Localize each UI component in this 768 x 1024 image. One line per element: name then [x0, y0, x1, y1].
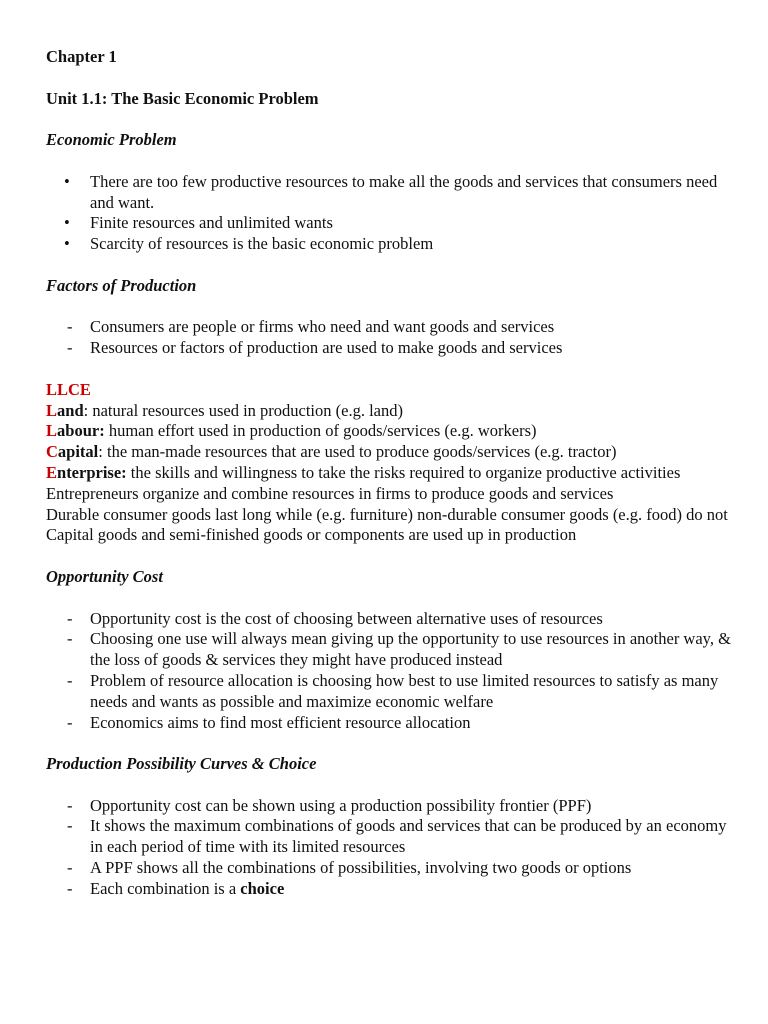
bullet-marker: • — [64, 171, 70, 191]
list-item — [46, 713, 738, 734]
llce-initial: L — [46, 421, 58, 441]
list-item — [46, 317, 738, 338]
list-item-text: Choosing one use will always mean giving up the opportunity to use resources in another way, & the loss of goods & services they might have produced instead — [90, 629, 731, 670]
bullet-marker: • — [64, 213, 70, 233]
llce-note: Durable consumer goods last long while (e.g. furniture) non-durable consumer goods (e.g. food) do not — [46, 504, 728, 524]
list-item-text: It shows the maximum combinations of goods and services that can be produced by an economy in each period of time with its limited resources — [90, 816, 727, 857]
llce-note: Capital goods and semi-finished goods or components are used up in production — [46, 525, 577, 545]
list-item-bold-term: choice — [240, 878, 285, 898]
dash-marker: - — [67, 629, 73, 649]
dash-marker: - — [67, 878, 73, 898]
chapter-title: Chapter 1 — [46, 47, 117, 66]
llce-initial: L — [46, 400, 58, 420]
list-item — [46, 671, 738, 713]
llce-term: and — [57, 400, 84, 420]
list-item-text: There are too few productive resources to make all the goods and services that consumers need and want. — [90, 171, 718, 212]
opportunity-cost-list — [46, 609, 738, 734]
ppc-list — [46, 796, 738, 900]
section-heading-economic-problem: Economic Problem — [46, 130, 177, 150]
section-heading-factors-of-production: Factors of Production — [46, 275, 197, 295]
llce-capital — [46, 442, 738, 463]
dash-marker: - — [67, 795, 73, 815]
llce-term: apital — [57, 442, 99, 462]
llce-separator: : — [98, 442, 103, 462]
list-item-text: Finite resources and unlimited wants — [90, 213, 333, 233]
spacer — [46, 588, 738, 609]
llce-term: nterprise: — [57, 462, 127, 482]
factors-list — [46, 317, 738, 359]
llce-definition: human effort used in production of goods/services (e.g. workers) — [104, 421, 537, 441]
dash-marker: - — [67, 858, 73, 878]
spacer — [46, 733, 738, 754]
llce-enterprise — [46, 463, 738, 484]
list-item — [46, 234, 738, 255]
list-item — [46, 629, 738, 671]
list-item-text: Resources or factors of production are used to make goods and services — [90, 338, 563, 358]
llce-term: abour: — [57, 421, 105, 441]
list-item-text-prefix: Each combination is a — [90, 878, 241, 898]
list-item-text: A PPF shows all the combinations of possibilities, involving two goods or options — [90, 858, 632, 878]
list-item — [46, 858, 738, 879]
bullet-marker: • — [64, 234, 70, 254]
llce-separator: : — [83, 400, 89, 420]
list-item-text: Scarcity of resources is the basic economic problem — [90, 234, 434, 254]
dash-marker: - — [67, 670, 73, 690]
spacer — [46, 775, 738, 796]
llce-labour — [46, 421, 738, 442]
list-item — [46, 816, 738, 858]
dash-marker: - — [67, 608, 73, 628]
llce-note: Entrepreneurs organize and combine resources in firms to produce goods and services — [46, 483, 614, 503]
llce-land — [46, 401, 738, 422]
list-item-text: Problem of resource allocation is choosing how best to use limited resources to satisfy as many needs and wants as possible and maximize economic welfare — [90, 670, 719, 711]
spacer — [46, 297, 738, 318]
list-item-text: Opportunity cost can be shown using a production possibility frontier (PPF) — [90, 795, 592, 815]
llce-definition: the man-made resources that are used to produce goods/services (e.g. tractor) — [102, 442, 617, 462]
list-item-text: Economics aims to find most efficient resource allocation — [90, 712, 471, 732]
llce-title: LLCE — [46, 379, 91, 399]
section-heading-opportunity-cost: Opportunity Cost — [46, 566, 163, 586]
list-item-text: Opportunity cost is the cost of choosing between alternative uses of resources — [90, 608, 603, 628]
list-item — [46, 213, 738, 234]
economic-problem-list — [46, 172, 738, 255]
spacer — [46, 151, 738, 172]
dash-marker: - — [67, 816, 73, 836]
list-item — [46, 609, 738, 630]
dash-marker: - — [67, 712, 73, 732]
llce-definition: natural resources used in production (e.g. land) — [88, 400, 403, 420]
dash-marker: - — [67, 338, 73, 358]
section-heading-ppc: Production Possibility Curves & Choice — [46, 754, 317, 774]
list-item — [46, 338, 738, 359]
list-item — [46, 879, 738, 900]
llce-definition: the skills and willingness to take the risks required to organize productive activities — [126, 462, 681, 482]
list-item — [46, 796, 738, 817]
spacer — [46, 109, 738, 130]
spacer — [46, 68, 738, 89]
list-item-text: Consumers are people or firms who need and want goods and services — [90, 317, 555, 337]
spacer — [46, 255, 738, 276]
unit-title: Unit 1.1: The Basic Economic Problem — [46, 88, 319, 108]
llce-initial: C — [46, 442, 58, 462]
list-item — [46, 172, 738, 214]
llce-initial: E — [46, 462, 58, 482]
dash-marker: - — [67, 317, 73, 337]
spacer — [46, 546, 738, 567]
spacer — [46, 359, 738, 380]
